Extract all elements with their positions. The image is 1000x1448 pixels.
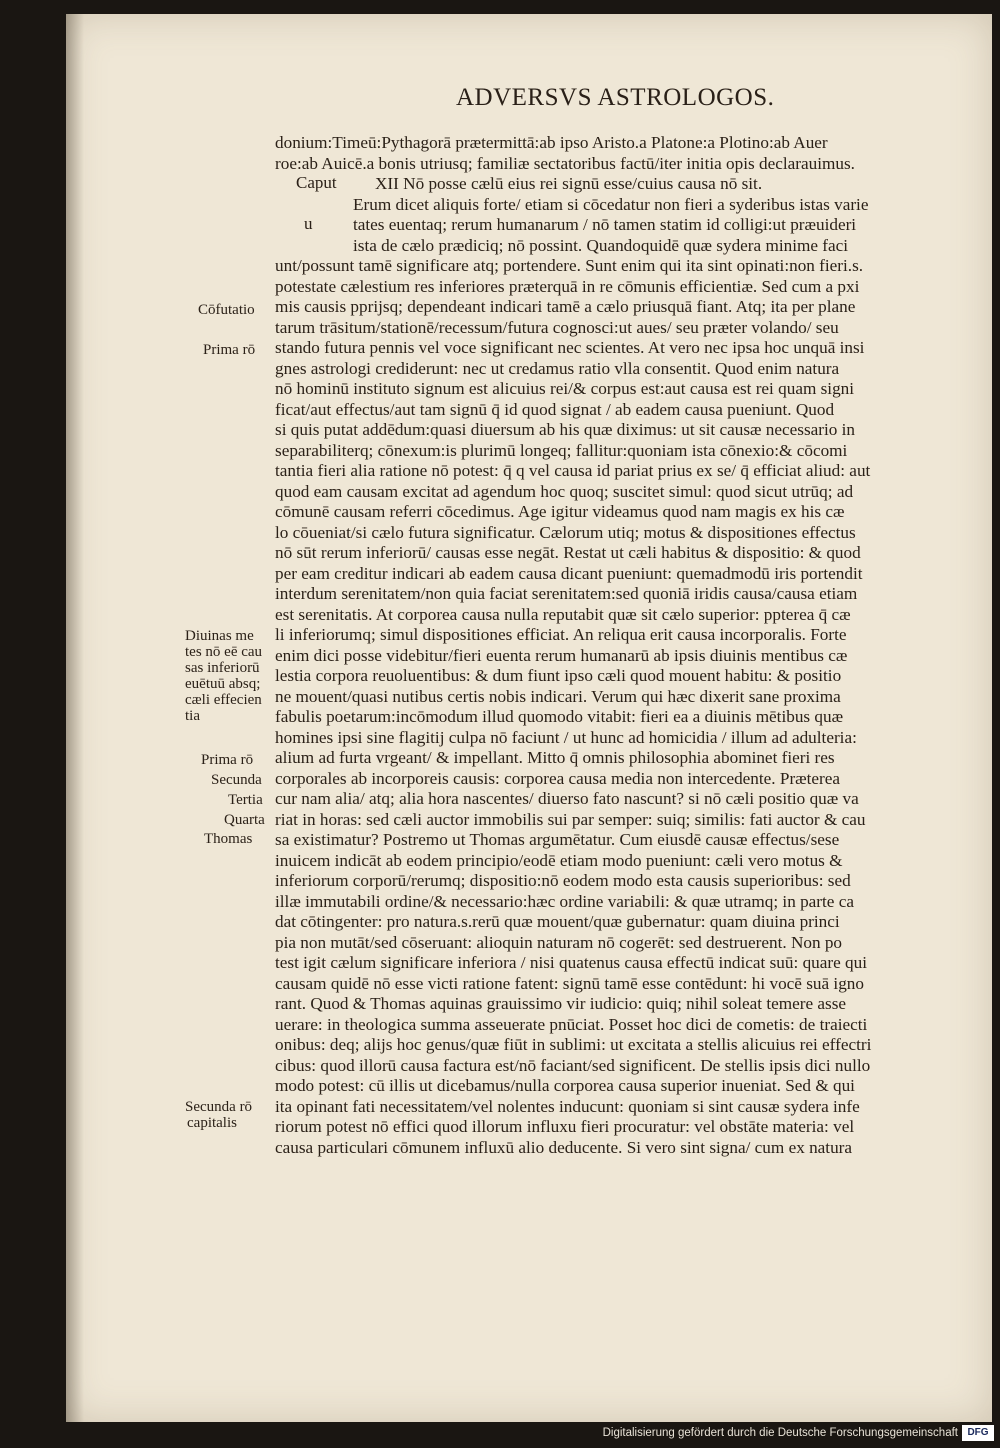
text-line: lestia corpora reuoluentibus: & dum fiunt ipso cæli quod mouent habitu: & positio: [275, 666, 842, 685]
margin-note-secunda-capitalis: [185, 1099, 252, 1131]
margin-note-prima-ro-2: Prima rō: [201, 752, 254, 768]
text-line: gnes astrologi crediderunt: nec ut credamus ratio vlla consentit. Quod enim natura: [275, 358, 840, 378]
text-line: XII Nō posse cælū eius rei signū esse/cuius causa nō sit.: [375, 174, 763, 193]
text-line: rant. Quod & Thomas aquinas grauissimo vir iudicio: quiq; nihil soleat temere asse: [275, 994, 847, 1013]
text-line: tantia fieri alia ratione nō potest: q̄ q vel causa id pariat prius ex se/ q̄ efficiat aliud: aut: [275, 461, 871, 480]
funding-notice: Digitalisierung gefördert durch die Deutsche Forschungsgemeinschaft: [602, 1427, 958, 1439]
text-line: corporales ab incorporeis causis: corporea causa media non intercedente. Præterea: [275, 768, 841, 788]
text-line: nō hominū instituto signum est alicuius rei/& corpus est:aut causa est rei quam signi: [275, 379, 855, 398]
margin-note-line: euētuū absq;: [185, 676, 261, 692]
text-line: test igit cælum significare inferiora / nisi quatenus causa effectū indicat suū: quare qui: [275, 953, 867, 972]
text-line: uerare: in theologica summa asseuerate pnūciat. Posset hoc dici de cometis: de traiecti: [275, 1014, 868, 1034]
text-line: donium:Timeū:Pythagorā prætermittā:ab ipso Aristo.a Platone:a Plotino:ab Auer: [275, 133, 828, 152]
margin-note-line: tia: [185, 708, 200, 724]
text-line: est serenitatis. At corporea causa nulla reputabit quæ sit cælo superior: ppterea q̄ cæ: [275, 604, 851, 624]
text-line: riat in horas: sed cæli auctor immobilis sui par semper: suiq; similis: fati auctor & cau: [275, 809, 866, 829]
text-line: roe:ab Auicē.a bonis utriusq; familiæ sectatoribus factū/iter initia opis declarauimus.: [275, 153, 855, 173]
text-line: ita opinant fati necessitatem/vel nolentes inducunt: quoniam si sint causæ sydera infe: [275, 1096, 860, 1116]
text-line: cur nam alia/ atq; alia hora nascentes/ diuerso fato nascunt? si nō cæli positio quæ va: [275, 789, 859, 808]
text-line: onibus: deq; alijs hoc genus/quæ fiūt in sublimi: ut excitata a stellis alicuius rei effectri: [275, 1035, 872, 1054]
margin-note-line: tes nō eē cau: [185, 644, 263, 660]
margin-note-tertia: Tertia: [228, 792, 263, 808]
text-line: enim dici posse videbitur/fieri euenta rerum humanarū ab ipsis diuinis mentibus cæ: [275, 645, 848, 665]
text-line: unt/possunt tamē significare atq; portendere. Sunt enim qui ita sint opinati:non fieri.s.: [275, 256, 864, 275]
text-line: tates euentaq; rerum humanarum / nō tamen statim id colligi:ut præuideri: [353, 215, 857, 234]
text-line: mis causis pprijsq; dependeant indicari tamē a cælo priusquā fiant. Atq; ita per plane: [275, 297, 856, 316]
text-line: homines ipsi sine flagitij culpa nō faciunt / ut hunc ad homicidia / illum ad adulteria:: [275, 727, 857, 747]
text-line: ficat/aut effectus/aut tam signū q̄ id quod signat / ab eadem causa pueniunt. Quod: [275, 399, 835, 419]
text-line: causa particulari cōmunem influxū alio deducente. Si vero sint signa/ cum ex natura: [275, 1137, 853, 1157]
margin-initial-v: u: [304, 214, 313, 233]
text-line: sa existimatur? Postremo ut Thomas argumētatur. Cum eiusdē causæ effectus/sese: [275, 830, 840, 849]
margin-note-confutatio: Cōfutatio: [198, 302, 255, 318]
text-line: causam quidē nō esse victi ratione fatent: signū tamē esse contēdunt: hi vocē suā igno: [275, 973, 864, 993]
text-line: pia non mutāt/sed cōseruant: alioquin naturam nō cogerēt: sed destruerent. Non po: [275, 932, 843, 952]
text-line: cōmunē causam referri cōcedimus. Age igitur videamus quod nam magis ex his cæ: [275, 502, 845, 521]
text-line: stando futura pennis vel voce significant nec scientes. At vero nec ipsa hoc unquā insi: [275, 338, 865, 357]
margin-note-line: Diuinas me: [185, 628, 254, 644]
text-line: cibus: quod illorū causa factura est/nō faciant/sed significent. De stellis ipsis dici nullo: [275, 1055, 871, 1075]
margin-note-diuinas: [185, 628, 262, 724]
text-line: ne mouent/quasi nutibus certis nobis indicari. Verum qui hæc dixerit sane proxima: [275, 686, 841, 706]
margin-note-prima-ro: Prima rō: [203, 342, 256, 358]
text-line: li inferiorumq; simul dispositiones efficiat. An reliqua erit causa incorporalis. Forte: [275, 625, 847, 644]
text-line: dat cōtingenter: pro natura.s.rerū quæ mouent/quæ gubernatur: quam diuina princi: [275, 912, 840, 931]
text-line: nō sūt rerum inferiorū/ causas esse negāt. Restat ut cæli habitus & dispositio: & quod: [275, 543, 861, 562]
dfg-logo: DFG: [962, 1425, 994, 1441]
main-text-block: [275, 133, 975, 1158]
text-line: si quis putat addēdum:quasi diuersum ab his quæ diximus: ut sit causæ necessario in: [275, 420, 856, 439]
margin-note-quarta: Quarta: [224, 812, 265, 828]
margin-note-line: cæli effecien: [185, 692, 262, 708]
text-line: Erum dicet aliquis forte/ etiam si cōcedatur non fieri a syderibus istas varie: [353, 194, 869, 214]
text-line: lo cōueniat/si cælo futura significatur. Cælorum utiq; motus & dispositiones effectus: [275, 522, 856, 542]
margin-note-secunda: Secunda: [211, 772, 262, 788]
running-head: ADVERSVS ASTROLOGOS.: [456, 84, 775, 111]
chapter-label: Caput: [296, 173, 337, 192]
text-line: riorum potest nō effici quod illorum influxu fieri procuratur: vel obstāte materia: vel: [275, 1117, 855, 1136]
text-line: fabulis poetarum:incōmodum illud quomodo vitabit: fieri ea a diuinis mētibus quæ: [275, 707, 844, 726]
text-line: quod eam causam excitat ad agendum hoc quoq; suscitet simul: quod sicut utrūq; ad: [275, 481, 854, 501]
text-line: alium ad furta vrgeant/ & impellant. Mitto q̄ omnis philosophia abominet fieri res: [275, 748, 835, 767]
text-line: modo potest: cū illis ut dicebamus/nulla corporea causa superior inueniat. Sed & qui: [275, 1076, 855, 1095]
text-line: separabiliterq; cōnexum:is plurimū longeq; fallitur:quoniam ista cōnexio:& cōcomi: [275, 440, 848, 460]
margin-note-line: Secunda rō: [185, 1099, 253, 1115]
margin-note-thomas: Thomas: [204, 831, 253, 847]
text-line: illæ immutabili ordine/& necessario:hæc ordine variabili: & quæ utramq; in parte ca: [275, 891, 854, 911]
text-line: inuicem indicāt ab eodem principio/eodē etiam modo pueniunt: cæli vero motus &: [275, 850, 843, 870]
margin-note-line: capitalis: [187, 1115, 237, 1131]
footer-bar: [0, 1422, 1000, 1448]
text-line: tarum trāsitum/stationē/recessum/futura cognosci:ut aues/ seu præter volando/ seu: [275, 317, 839, 337]
margin-note-line: sas inferiorū: [185, 660, 260, 676]
text-line: per eam creditur indicari ab eadem causa dicant pueniunt: quemadmodū iris portendit: [275, 563, 863, 583]
book-page: [66, 14, 992, 1422]
text-line: potestate cælestium res inferiores præterquā in re cōmunis efficientiæ. Sed cum a pxi: [275, 276, 860, 296]
text-line: ista de cælo prædiciq; nō possint. Quandoquidē quæ sydera minime faci: [353, 235, 849, 255]
text-line: inferiorum corporū/rerumq; dispositio:nō eodem modo esta causis superioribus: sed: [275, 871, 851, 890]
text-line: interdum serenitatem/non quia faciat serenitatem:sed quoniā iridis causa/causa etiam: [275, 584, 858, 603]
